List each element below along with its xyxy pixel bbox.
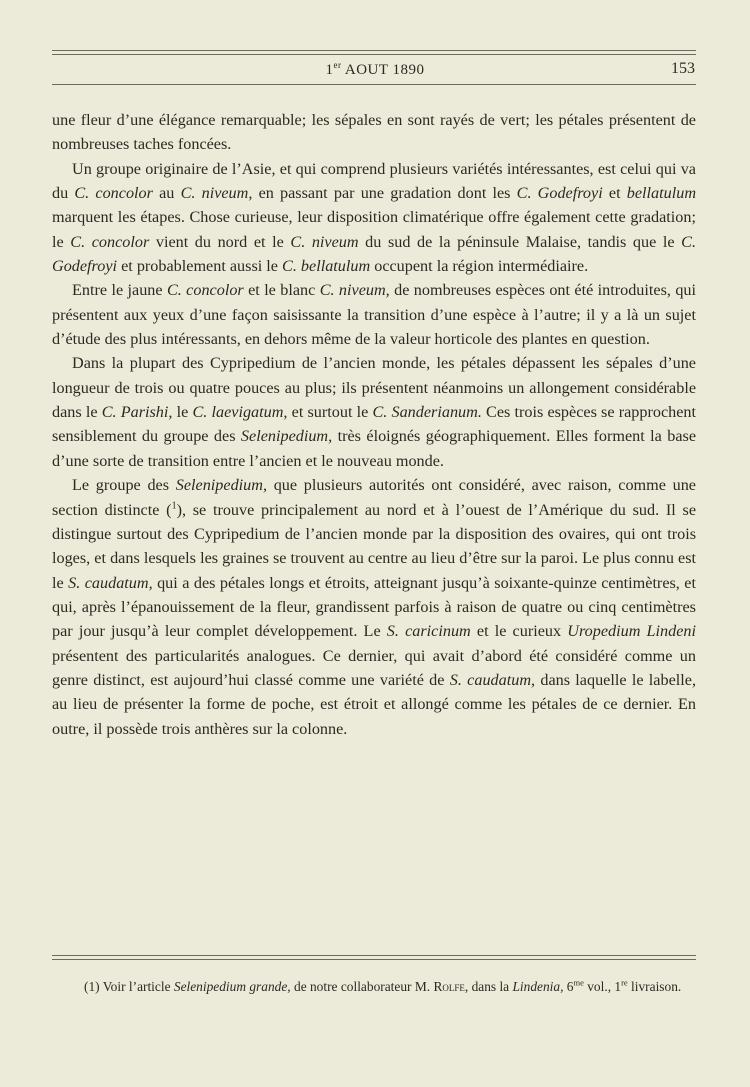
text-run: livraison. — [627, 979, 682, 994]
italic-name: bellatulum — [626, 184, 697, 203]
text-run: Dans la plupart des Cypripedium de l’ancien monde, les pétales dépassent les sépales d’une longueur de trois ou quatre pouces au plus; ils présentent néanmoins un allongement considérable dans le — [52, 354, 696, 422]
text-run: marquent les étapes. Chose curieuse, leur disposition climatérique offre également cette gradation; le — [52, 208, 696, 251]
text-run: de nombreuses espèces ont été introduites, qui présentent aux yeux d’une façon saisissante la transition d’une espèce à l’autre; il y a là un sujet d’étude des plus intéressants, en dehors même de la valeur horticole des plantes en question. — [52, 281, 697, 349]
text-run: vient du nord et le — [149, 232, 291, 251]
text-run: une fleur d’une élégance remarquable; les sépales en sont rayés de vert; les pétales présentent de nombreuses taches foncées. — [52, 111, 696, 154]
header-date — [0, 60, 750, 79]
italic-name: Selenipedium grande, — [173, 979, 291, 994]
italic-name: Uropedium Lindeni — [567, 622, 697, 641]
italic-name: Selenipedium, — [240, 427, 333, 446]
footnote-separator-rule — [52, 955, 696, 960]
body-text — [52, 108, 696, 741]
italic-name: C. Sanderianum. — [372, 403, 482, 422]
italic-name: C. niveum, — [180, 184, 253, 203]
paragraph — [52, 473, 696, 741]
italic-name: C. concolor — [70, 232, 150, 251]
header-date-rest: AOUT 1890 — [341, 62, 425, 78]
paragraph — [52, 108, 696, 157]
header-date-ordinal: 1 — [325, 62, 334, 78]
text-run: très éloignés géographiquement. Elles forment la base d’une sorte de transition entre l’ancien et le nouveau monde. — [52, 427, 697, 470]
paragraph — [52, 157, 696, 279]
text-run: dans laquelle le labelle, au lieu de présenter la forme de poche, est étroit et allongé comme les pétales de ce dernier. En outre, il possède trois anthères sur la colonne. — [52, 670, 696, 738]
text-run: en passant par une gradation dont les — [252, 184, 517, 203]
text-run: et — [602, 184, 627, 203]
text-run: Le groupe des — [72, 476, 176, 495]
header-date-ordinal-suffix: er — [333, 60, 342, 70]
text-run: et le curieux — [470, 622, 568, 641]
text-run: au — [152, 184, 181, 203]
italic-name: C. concolor — [74, 184, 153, 203]
italic-name: S. caricinum — [386, 622, 471, 641]
superscript: me — [573, 977, 584, 988]
text-run: et surtout le — [287, 403, 373, 422]
text-run: Entre le jaune — [72, 281, 167, 300]
text-run: Ces trois espèces se rapprochent sensiblement du groupe des — [52, 403, 697, 446]
text-run: que plusieurs autorités ont considéré, avec raison, comme une section distincte ( — [52, 476, 696, 519]
italic-name: S. caudatum, — [68, 573, 153, 592]
text-run: ), se trouve principalement au nord et à l’ouest de l’Amérique du sud. Il se distingue surtout des Cypripedium de l’ancien monde par la disposition des ovaires, qui ont trois loges, et dans lesquels les graines se trouvent au centre au lieu d’être sur la paroi. Le plus connu est le — [52, 500, 696, 592]
page-number: 153 — [671, 60, 695, 77]
italic-name: C. niveum, — [319, 281, 390, 300]
italic-name: C. concolor — [166, 281, 244, 300]
italic-name: C. Godefroyi — [52, 232, 697, 276]
header-top-rule — [52, 50, 696, 55]
italic-name: Selenipedium, — [175, 476, 267, 495]
superscript: 1 — [171, 500, 177, 512]
text-run: (1) Voir l’article — [84, 979, 174, 994]
footnote-text — [52, 975, 696, 999]
paragraph — [52, 278, 696, 351]
italic-name: C. Parishi, — [101, 403, 173, 422]
text-run: occupent la région intermédiaire. — [370, 257, 589, 276]
italic-name: C. bellatulum — [282, 257, 371, 276]
italic-name: S. caudatum, — [449, 670, 536, 689]
superscript: re — [621, 977, 628, 988]
text-run: le — [172, 403, 193, 422]
italic-name: C. laevigatum, — [192, 403, 288, 422]
text-run: du sud de la péninsule Malaise, tandis que le — [358, 232, 682, 251]
paragraph — [52, 351, 696, 473]
text-run: vol., 1 — [583, 979, 622, 994]
italic-name: Lindenia, — [512, 979, 564, 994]
text-run: et le blanc — [243, 281, 320, 300]
text-run: , dans la — [464, 979, 513, 994]
text-run: qui a des pétales longs et étroits, atteignant jusqu’à soixante-quinze centimètres, et qui, après l’épanouissement de la fleur, grandissent parfois à raison de quatre ou cinq centimètres par jour jusqu’à leur complet développement. Le — [52, 573, 696, 641]
text-run: et probablement aussi le — [117, 257, 283, 276]
text-run: de notre collaborateur M. — [290, 979, 434, 994]
footnote — [52, 975, 696, 999]
text-run: 6 — [563, 979, 574, 994]
header-bottom-rule — [52, 84, 696, 85]
italic-name: C. Godefroyi — [516, 184, 603, 203]
text-run: présentent des particularités analogues. Ce dernier, qui avait d’abord été considéré comme un genre distinct, est aujourd’hui classé comme une variété de — [52, 646, 696, 689]
italic-name: C. niveum — [290, 232, 359, 251]
text-run: Un groupe originaire de l’Asie, et qui comprend plusieurs variétés intéressantes, est celui qui va du — [52, 159, 696, 203]
author-name: Rolfe — [433, 979, 465, 994]
